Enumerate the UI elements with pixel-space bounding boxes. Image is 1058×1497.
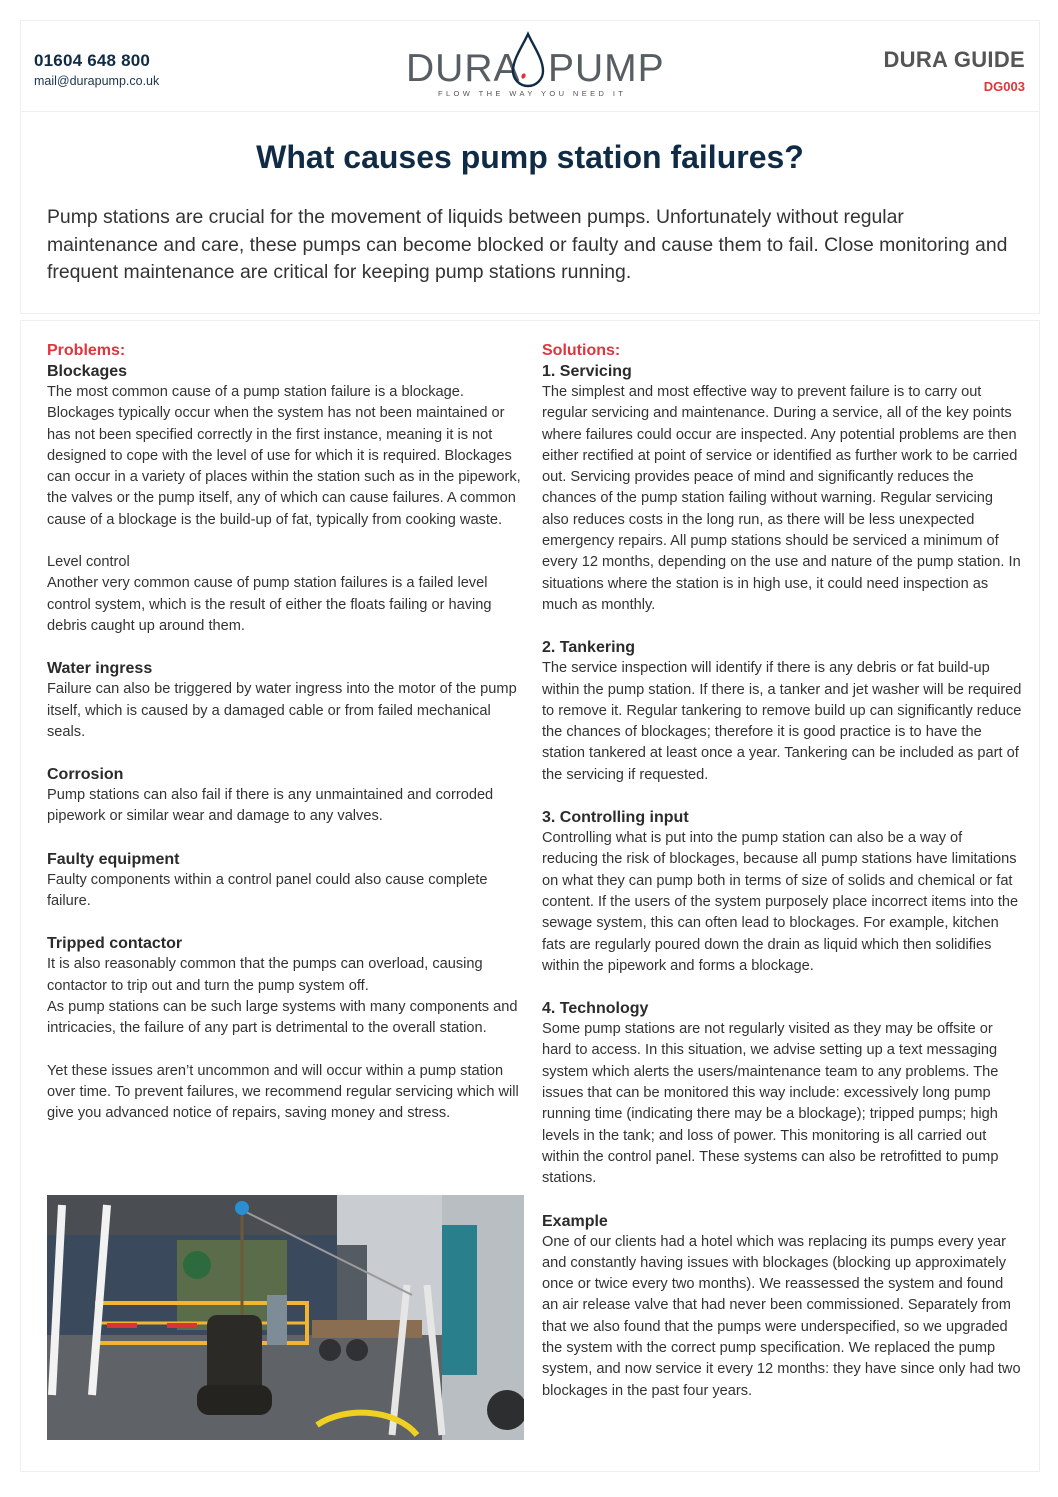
example-text: One of our clients had a hotel which was replacing its pumps every year and constantly having issues with blockages (blocking up approximately once or twice every two months). We reassessed the system and found an air release valve that had never been commissioned. Separately from that we also found that the pumps were underspecified, so we upgraded the system with the correct pump specification. We replaced the pump system, and now service it every 12 months: they have since only had two blockages in the past four years.	[542, 1233, 1021, 1399]
problem-heading: Corrosion	[47, 766, 124, 784]
problem-heading: Blockages	[47, 363, 128, 380]
logo-word-right: PUMP	[548, 47, 665, 90]
problem-text: The most common cause of a pump station failure is a blockage. Blockages typically occur when the system has not been maintained or has not been specified correctly in the first instance, meaning it is not designed to cope with the level of use for which it is required. Blockages can occur in a variety of places within the station such as in the pipework, the valves or the pump itself, any of which can cause failures. A common cause of a blockage is the build-up of fat, typically from cooking waste.	[47, 384, 521, 528]
solution-heading: 2. Tankering	[542, 639, 636, 657]
page-title: What causes pump station failures?	[256, 139, 804, 175]
pump-station-photo	[47, 1195, 524, 1440]
solutions-label: Solutions:	[542, 342, 621, 359]
solution-heading: 4. Technology	[542, 1000, 649, 1018]
guide-label	[883, 47, 1025, 94]
problem-heading: Level control	[47, 554, 130, 571]
problem-text: Failure can also be triggered by water ingress into the motor of the pump itself, which is caused by a damaged cable or from failed mechanical seals.	[47, 681, 517, 740]
solution-text: Controlling what is put into the pump station can also be a way of reducing the risk of blockages, because all pump stations have limitations on what they can pump both in terms of size of solids and chemical or fat content. If the users of the system purposely place incorrect items into the sewage system, this can often lead to blockages. For example, kitchen fats are regularly poured down the drain as liquid which then solidifies within the pipework and forms a blockage.	[542, 830, 1019, 974]
guide-code: DG003	[983, 79, 1025, 94]
problem-text: As pump stations can be such large systems with many components and intricacies, the failure of any part is detrimental to the overall station.	[47, 998, 518, 1037]
problem-text: Faulty components within a control panel could also cause complete failure.	[47, 871, 488, 910]
problem-heading: Tripped contactor	[47, 935, 183, 953]
solutions-column	[542, 340, 1022, 1402]
solution-heading: 1. Servicing	[542, 363, 632, 380]
problems-label: Problems:	[47, 342, 126, 359]
solution-text: The service inspection will identify if there is any debris or fat build-up within the pump station. If there is, a tanker and jet washer will be required to remove it. Regular tankering to remove build up can significantly reduce the chances of blockages; therefore it is good practice is to have the station tankered at least once a year. Tankering can be included as part of the servicing if requested.	[542, 660, 1022, 783]
guide-title: DURA GUIDE	[883, 47, 1025, 72]
intro-section	[20, 112, 1040, 314]
logo-word-left: DURA	[406, 47, 521, 90]
solution-text: Some pump stations are not regularly visited as they may be offsite or hard to access. In this situation, we advise setting up a text messaging system which alerts the users/maintenance team to any problems. The issues that can be monitored this way include: excessively long pump running time (indicating there may be a blockage); tripped pumps; high levels in the tank; and loss of power. This monitoring is all carried out within the control panel. These systems can also be retrofitted to pump stations.	[542, 1021, 999, 1187]
header	[20, 20, 1040, 112]
email-address[interactable]: mail@durapump.co.uk	[34, 74, 160, 88]
example-heading: Example	[542, 1212, 608, 1230]
logo-tagline: FLOW THE WAY YOU NEED IT	[438, 89, 627, 98]
photo-illustration	[47, 1195, 524, 1440]
problem-heading: Faulty equipment	[47, 850, 180, 868]
contact-info	[34, 51, 159, 88]
problem-text: It is also reasonably common that the pumps can overload, causing contactor to trip out and turn the pump system off.	[47, 956, 483, 994]
problems-closing: Yet these issues aren’t uncommon and will occur within a pump station over time. To prevent failures, we recommend regular servicing which will give you advanced notice of repairs, saving money and stress.	[47, 1062, 519, 1122]
problem-heading: Water ingress	[47, 660, 153, 678]
content-section	[20, 320, 1040, 1472]
solution-heading: 3. Controlling input	[542, 809, 689, 827]
problem-text: Pump stations can also fail if there is any unmaintained and corroded pipework or similar wear and damage to any valves.	[47, 787, 494, 825]
durapump-logo	[406, 31, 665, 109]
water-drop-icon	[510, 31, 546, 91]
intro-paragraph: Pump stations are crucial for the movement of liquids between pumps. Unfortunately without regular maintenance and care, these pumps can become blocked or faulty and cause them to fail. Close monitoring and frequent maintenance are critical for keeping pump stations running.	[47, 206, 1008, 283]
phone-number[interactable]: 01604 648 800	[34, 51, 151, 70]
problem-text: Another very common cause of pump station failures is a failed level control system, which is the result of either the floats failing or having debris caught up around them.	[47, 575, 492, 634]
problems-column	[47, 340, 525, 1124]
solution-text: The simplest and most effective way to prevent failure is to carry out regular servicing and maintenance. During a service, all of the key points where failures could occur are inspected. Any potential problems are then either rectified at point of service or identified as further work to be carried out. Servicing provides peace of mind and significantly reduces the chances of the pump station failing without warning. Regular servicing also reduces costs in the long run, as there will be less unexpected emergency repairs. All pump stations should be serviced a minimum of every 12 months, depending on the use and nature of the pump station. In situations where the station is in high use, it could need inspection as much as monthly.	[542, 384, 1021, 613]
